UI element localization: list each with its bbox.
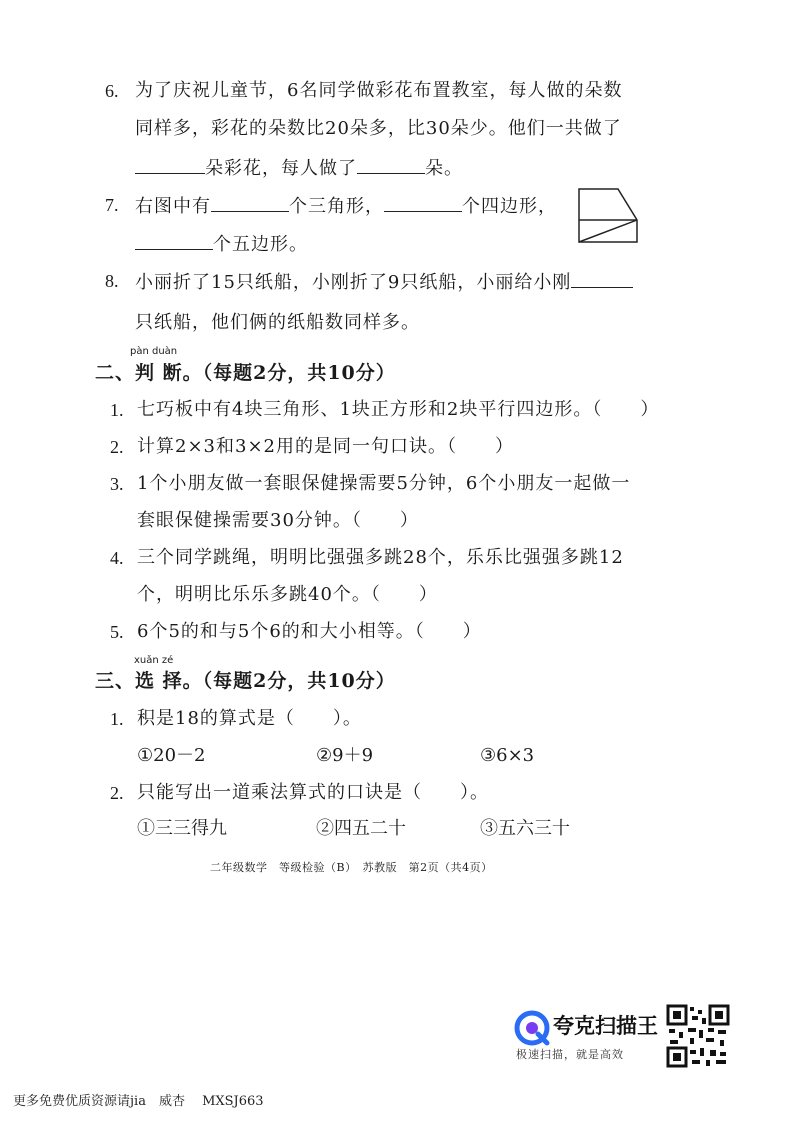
answer-blank[interactable]: [211, 193, 289, 212]
shape-figure: [576, 186, 640, 246]
brand-name: 夸克扫描王: [553, 1014, 658, 1038]
question-text-with-blanks: 个五边形。: [135, 231, 308, 257]
answer-blank[interactable]: [384, 193, 462, 212]
question-text: 只纸船，他们俩的纸船数同样多。: [135, 312, 420, 333]
watermark-text: 更多免费优质资源请jia 威杏 MXSJ663: [13, 1094, 264, 1109]
choice-option[interactable]: ②四五二十: [316, 818, 406, 839]
choice-option[interactable]: ③五六三十: [480, 818, 570, 839]
question-number: 6.: [105, 81, 119, 101]
question-number: 7.: [105, 195, 119, 215]
qr-code-icon: [666, 1004, 730, 1068]
question-number: 8.: [105, 271, 119, 291]
answer-blank[interactable]: [135, 231, 213, 250]
choice-option[interactable]: ①20－2: [137, 745, 206, 766]
section-pinyin: xuǎn zé: [134, 655, 174, 666]
answer-blank[interactable]: [135, 155, 205, 174]
brand-tagline: 极速扫描，就是高效: [516, 1048, 624, 1061]
question-text-with-blanks: 朵彩花，每人做了 朵。: [135, 155, 463, 181]
answer-blank[interactable]: [357, 155, 425, 174]
choice-option[interactable]: ②9＋9: [316, 745, 374, 766]
question-text-with-blanks: 右图中有 个三角形， 个四边形，: [135, 193, 557, 219]
question-text: 同样多，彩花的朵数比20朵多，比30朵少。他们一共做了: [135, 118, 622, 139]
quark-logo-icon: [514, 1010, 550, 1046]
section-title: 三、选 择。（每题2分，共10分）: [95, 670, 396, 692]
choice-option[interactable]: ①三三得九: [137, 818, 227, 839]
question-text: 为了庆祝儿童节，6名同学做彩花布置教室，每人做的朵数: [135, 80, 623, 101]
section-pinyin: pàn duàn: [130, 346, 178, 357]
answer-blank[interactable]: [571, 269, 633, 288]
question-text-with-blanks: 小丽折了15只纸船，小刚折了9只纸船，小丽给小刚: [135, 269, 633, 295]
page-footer: 二年级数学 等级检验（B） 苏教版 第2页（共4页）: [210, 861, 493, 874]
section-title: 二、判 断。（每题2分，共10分）: [95, 362, 396, 384]
choice-option[interactable]: ③6×3: [480, 745, 535, 766]
